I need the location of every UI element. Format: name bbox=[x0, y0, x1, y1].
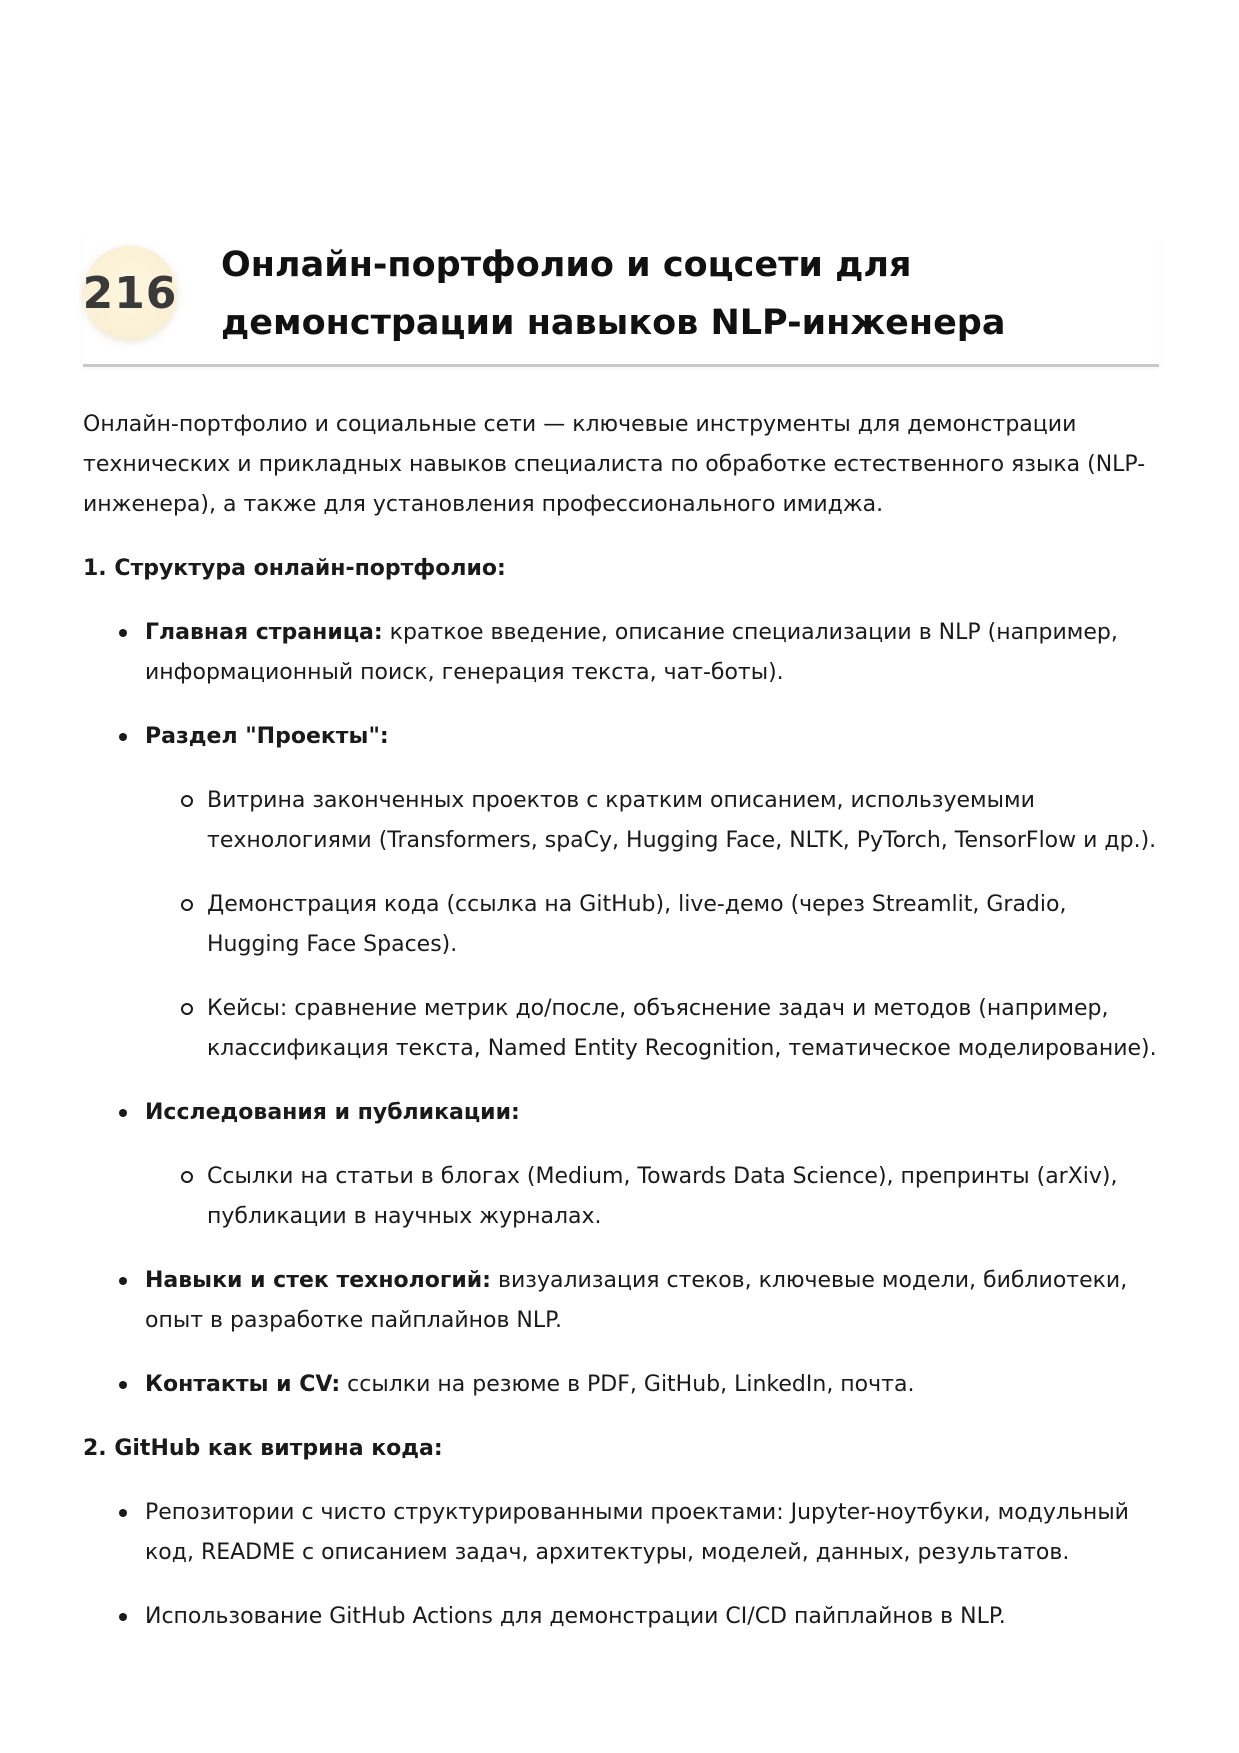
chapter-title: Онлайн-портфолио и соцсети для демонстрации навыков NLP-инженера bbox=[221, 245, 1006, 343]
circle-bullet-icon bbox=[181, 899, 193, 911]
list-item bbox=[145, 1597, 1159, 1637]
github-list bbox=[83, 1493, 1159, 1637]
list-item bbox=[145, 1261, 1159, 1341]
circle-bullet-icon bbox=[181, 1171, 193, 1183]
chapter-number-badge: 216 bbox=[83, 246, 177, 340]
item-label: Навыки и стек технологий: bbox=[145, 1268, 491, 1293]
item-text: Использование GitHub Actions для демонстрации CI/CD пайплайнов в NLP. bbox=[145, 1604, 1006, 1629]
bullet-icon bbox=[119, 733, 127, 741]
bullet-icon bbox=[119, 1509, 127, 1517]
item-text: краткое введение, описание специализации в NLP (например, информационный поиск, генерация текста, чат-боты). bbox=[145, 620, 1118, 685]
sub-item-text: Кейсы: сравнение метрик до/после, объяснение задач и методов (например, классификация текста, Named Entity Recognition, тематическое моделирование). bbox=[207, 996, 1157, 1061]
sub-list-item bbox=[207, 989, 1159, 1069]
chapter-header bbox=[83, 236, 1159, 367]
item-text: ссылки на резюме в PDF, GitHub, LinkedIn, почта. bbox=[340, 1372, 915, 1397]
list-item bbox=[145, 1493, 1159, 1573]
circle-bullet-icon bbox=[181, 795, 193, 807]
section-heading-github: 2. GitHub как витрина кода: bbox=[83, 1436, 443, 1461]
bullet-icon bbox=[119, 1277, 127, 1285]
sub-list-item bbox=[207, 781, 1159, 861]
circle-bullet-icon bbox=[181, 1003, 193, 1015]
sub-item-text: Демонстрация кода (ссылка на GitHub), live-демо (через Streamlit, Gradio, Hugging Face Spaces). bbox=[207, 892, 1067, 957]
research-sublist bbox=[145, 1157, 1159, 1237]
item-label: Исследования и публикации: bbox=[145, 1100, 520, 1125]
bullet-icon bbox=[119, 629, 127, 637]
list-item bbox=[145, 717, 1159, 1069]
section-heading-portfolio: 1. Структура онлайн-портфолио: bbox=[83, 556, 506, 581]
item-label: Главная страница: bbox=[145, 620, 383, 645]
bullet-icon bbox=[119, 1613, 127, 1621]
bullet-icon bbox=[119, 1381, 127, 1389]
item-label: Контакты и CV: bbox=[145, 1372, 341, 1397]
bullet-icon bbox=[119, 1109, 127, 1117]
portfolio-structure-list bbox=[83, 613, 1159, 1405]
sub-item-text: Витрина законченных проектов с кратким описанием, используемыми технологиями (Transformers, spaCy, Hugging Face, NLTK, PyTorch, TensorFlow и др.). bbox=[207, 788, 1157, 853]
chapter-content bbox=[83, 405, 1159, 1661]
sub-list-item bbox=[207, 885, 1159, 965]
list-item bbox=[145, 613, 1159, 693]
item-text: Репозитории с чисто структурированными проектами: Jupyter-ноутбуки, модульный код, README с описанием задач, архитектуры, моделей, данных, результатов. bbox=[145, 1500, 1129, 1565]
intro-paragraph: Онлайн-портфолио и социальные сети — ключевые инструменты для демонстрации технических и прикладных навыков специалиста по обработке естественного языка (NLP-инженера), а также для установления профессионального имиджа. bbox=[83, 412, 1146, 517]
item-text: визуализация стеков, ключевые модели, библиотеки, опыт в разработке пайплайнов NLP. bbox=[145, 1268, 1128, 1333]
list-item bbox=[145, 1365, 1159, 1405]
list-item bbox=[145, 1093, 1159, 1237]
item-label: Раздел "Проекты": bbox=[145, 724, 389, 749]
sub-list-item bbox=[207, 1157, 1159, 1237]
sub-item-text: Ссылки на статьи в блогах (Medium, Towards Data Science), препринты (arXiv), публикации в научных журналах. bbox=[207, 1164, 1118, 1229]
projects-sublist bbox=[145, 781, 1159, 1069]
